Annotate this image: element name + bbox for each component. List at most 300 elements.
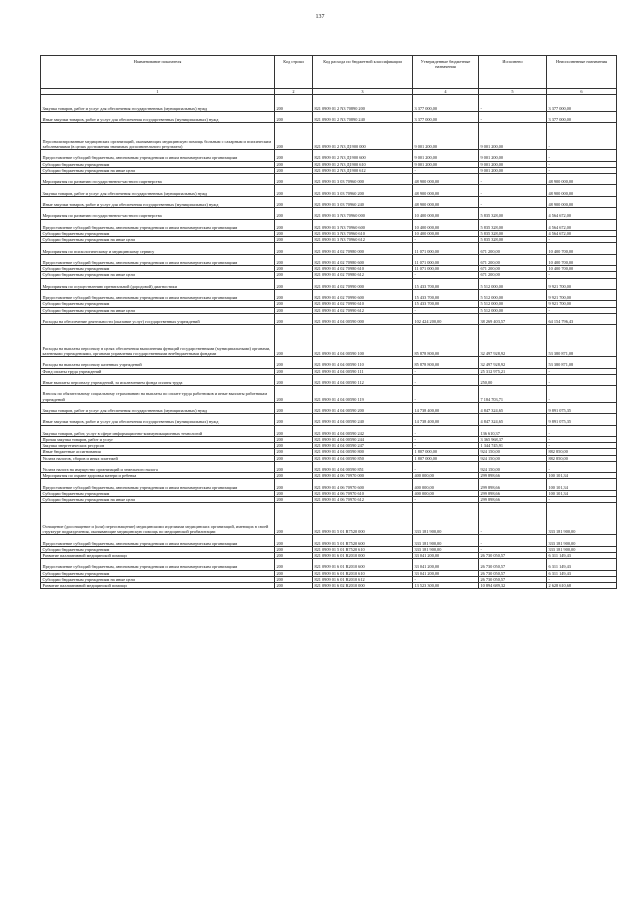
row-approved-cell: 3 377 000,00: [413, 95, 479, 112]
row-name-cell: Закупка товаров, работ и услуг для обеспечения государственных (муниципальных) нужд: [41, 95, 275, 112]
row-approved-cell: -: [413, 272, 479, 278]
row-name-cell: Субсидии бюджетным учреждениям: [41, 490, 275, 496]
table-row: [41, 123, 617, 150]
row-approved-cell: 11 071 000,00: [413, 254, 479, 265]
row-budget-code-cell: 821 0909 01 4 04 00590 200: [313, 402, 413, 413]
row-approved-cell: -: [413, 386, 479, 403]
row-unexecuted-cell: -: [547, 425, 617, 436]
row-line-code-cell: 200: [275, 479, 313, 490]
row-name-cell: Субсидии бюджетным учреждениям: [41, 570, 275, 576]
row-line-code-cell: 200: [275, 553, 313, 559]
row-approved-cell: 48 900 000,00: [413, 196, 479, 207]
row-line-code-cell: 200: [275, 272, 313, 278]
row-budget-code-cell: 821 0909 01 3 N3 70960 612: [313, 237, 413, 243]
row-budget-code-cell: 821 0909 01 4 02 70990 000: [313, 278, 413, 289]
row-name-cell: Мероприятия по развитию государственно-частного партнерства: [41, 173, 275, 184]
row-executed-cell: 5 512 000,00: [479, 301, 547, 307]
row-executed-cell: -: [479, 111, 547, 122]
table-row: [41, 425, 617, 436]
table-row: [41, 479, 617, 490]
row-name-cell: Иные закупки товаров, работ и услуг для обеспечения государственных (муниципальных) нужд: [41, 196, 275, 207]
row-unexecuted-cell: 333 181 900,00: [547, 503, 617, 535]
row-unexecuted-cell: 9 891 075,35: [547, 402, 617, 413]
row-unexecuted-cell: 53 380 871,08: [547, 357, 617, 368]
header-name: Наименование показателя: [41, 56, 275, 89]
row-executed-cell: -: [479, 503, 547, 535]
row-name-cell: Субсидии бюджетным учреждениям: [41, 301, 275, 307]
row-budget-code-cell: 821 0909 01 4 04 00590 100: [313, 325, 413, 357]
row-approved-cell: -: [413, 374, 479, 385]
row-approved-cell: 13 523 300,00: [413, 583, 479, 589]
row-name-cell: Расходы на выплаты персоналу казенных учреждений: [41, 357, 275, 368]
row-executed-cell: -: [479, 546, 547, 552]
row-line-code-cell: 200: [275, 111, 313, 122]
row-unexecuted-cell: 333 181 900,00: [547, 546, 617, 552]
row-budget-code-cell: 821 0909 01 5 01 R7520 000: [313, 503, 413, 535]
table-body: [41, 95, 617, 589]
row-approved-cell: 48 900 000,00: [413, 173, 479, 184]
row-approved-cell: 85 878 800,00: [413, 357, 479, 368]
row-approved-cell: -: [413, 425, 479, 436]
row-unexecuted-cell: 100 101,34: [547, 490, 617, 496]
table-row: [41, 185, 617, 196]
row-line-code-cell: 200: [275, 437, 313, 443]
table-row: [41, 503, 617, 535]
row-unexecuted-cell: 4 564 672,00: [547, 208, 617, 219]
row-line-code-cell: 200: [275, 230, 313, 236]
row-line-code-cell: 200: [275, 425, 313, 436]
row-name-cell: Предоставление субсидий бюджетным, автономным учреждениям и иным некоммерческим организациям: [41, 535, 275, 546]
row-budget-code-cell: 821 0909 01 4 04 00590 800: [313, 449, 413, 455]
row-executed-cell: 26 730 050,57: [479, 570, 547, 576]
row-executed-cell: 1 344 745,91: [479, 443, 547, 449]
row-budget-code-cell: 821 0909 01 3 N3 70960 600: [313, 219, 413, 230]
row-unexecuted-cell: 9 891 075,35: [547, 414, 617, 425]
row-executed-cell: 671 200,00: [479, 266, 547, 272]
row-unexecuted-cell: 4 564 672,00: [547, 219, 617, 230]
row-unexecuted-cell: -: [547, 272, 617, 278]
row-unexecuted-cell: 3 377 000,00: [547, 95, 617, 112]
row-budget-code-cell: 821 0909 01 4 02 70990 612: [313, 307, 413, 313]
row-name-cell: Предоставление субсидий бюджетным, автономным учреждениям и иным некоммерческим организациям: [41, 254, 275, 265]
row-executed-cell: -: [479, 95, 547, 112]
row-approved-cell: 102 424 200,00: [413, 313, 479, 324]
row-unexecuted-cell: 9 921 700,00: [547, 278, 617, 289]
row-name-cell: Предоставление субсидий бюджетным, автономным учреждениям и иным некоммерческим организациям: [41, 559, 275, 570]
header-line-code: Код строки: [275, 56, 313, 89]
row-unexecuted-cell: 10 400 700,00: [547, 254, 617, 265]
row-unexecuted-cell: -: [547, 307, 617, 313]
table-row: [41, 414, 617, 425]
row-unexecuted-cell: 48 900 000,00: [547, 185, 617, 196]
table-row: [41, 374, 617, 385]
row-name-cell: Иные закупки товаров, работ и услуг для обеспечения государственных (муниципальных) нужд: [41, 414, 275, 425]
row-budget-code-cell: 821 0909 01 2 N3 70890 200: [313, 95, 413, 112]
row-line-code-cell: 200: [275, 497, 313, 503]
row-unexecuted-cell: -: [547, 443, 617, 449]
row-name-cell: Развитие паллиативной медицинской помощи: [41, 553, 275, 559]
row-name-cell: Субсидии бюджетным учреждениям на иные цели: [41, 497, 275, 503]
row-executed-cell: 671 200,00: [479, 243, 547, 254]
row-executed-cell: 4 847 324,65: [479, 414, 547, 425]
row-approved-cell: 400 000,00: [413, 479, 479, 490]
row-name-cell: Субсидии бюджетным учреждениям: [41, 546, 275, 552]
row-unexecuted-cell: 2 628 610,68: [547, 583, 617, 589]
table-row: [41, 313, 617, 324]
header-executed: Исполнено: [479, 56, 547, 89]
row-unexecuted-cell: 53 380 871,08: [547, 325, 617, 357]
row-name-cell: Уплата налогов, сборов и иных платежей: [41, 455, 275, 461]
row-unexecuted-cell: 10 400 700,00: [547, 243, 617, 254]
row-name-cell: Предоставление субсидий бюджетным, автономным учреждениям и иным некоммерческим организациям: [41, 150, 275, 161]
row-approved-cell: 11 071 000,00: [413, 266, 479, 272]
row-executed-cell: 26 730 050,57: [479, 559, 547, 570]
row-budget-code-cell: 821 0909 01 2 N3 70890 240: [313, 111, 413, 122]
row-budget-code-cell: 821 0909 01 3 N3 70960 610: [313, 230, 413, 236]
row-executed-cell: 924 150,00: [479, 449, 547, 455]
row-executed-cell: 9 001 200,00: [479, 161, 547, 167]
row-unexecuted-cell: 10 400 700,00: [547, 266, 617, 272]
row-approved-cell: 11 071 000,00: [413, 243, 479, 254]
row-approved-cell: 10 400 000,00: [413, 219, 479, 230]
table-row: [41, 111, 617, 122]
row-name-cell: Предоставление субсидий бюджетным, автономным учреждениям и иным некоммерческим организациям: [41, 289, 275, 300]
row-budget-code-cell: 821 0909 01 5 01 R7520 610: [313, 546, 413, 552]
row-approved-cell: 15 433 700,00: [413, 278, 479, 289]
row-name-cell: Расходы на выплаты персоналу в целях обеспечения выполнения функций государственными (муниципальными) органами, казенными учреждениями, органами управления государственными внебюджетными фондами: [41, 325, 275, 357]
row-line-code-cell: 200: [275, 461, 313, 472]
row-executed-cell: 9 001 200,00: [479, 123, 547, 150]
row-name-cell: Закупка товаров, работ и услуг для обеспечения государственных (муниципальных) нужд: [41, 402, 275, 413]
row-approved-cell: 10 400 000,00: [413, 208, 479, 219]
row-unexecuted-cell: -: [547, 461, 617, 472]
row-line-code-cell: 200: [275, 570, 313, 576]
row-unexecuted-cell: -: [547, 368, 617, 374]
row-budget-code-cell: 821 0909 01 4 04 00590 850: [313, 455, 413, 461]
row-approved-cell: -: [413, 307, 479, 313]
row-executed-cell: 136 610,37: [479, 425, 547, 436]
table-row: [41, 289, 617, 300]
row-name-cell: Субсидии бюджетным учреждениям на иные цели: [41, 307, 275, 313]
row-executed-cell: 924 150,00: [479, 455, 547, 461]
row-line-code-cell: 200: [275, 185, 313, 196]
row-name-cell: Иные закупки товаров, работ и услуг для обеспечения государственных (муниципальных) нужд: [41, 111, 275, 122]
row-line-code-cell: 200: [275, 307, 313, 313]
row-name-cell: Субсидии бюджетным учреждениям на иные цели: [41, 576, 275, 582]
row-approved-cell: 9 001 200,00: [413, 123, 479, 150]
row-budget-code-cell: 821 0909 01 4 02 70980 610: [313, 266, 413, 272]
row-budget-code-cell: 821 0909 01 6 02 R2010 000: [313, 583, 413, 589]
table-row: [41, 535, 617, 546]
row-line-code-cell: 200: [275, 374, 313, 385]
row-line-code-cell: 200: [275, 167, 313, 173]
row-approved-cell: -: [413, 497, 479, 503]
row-line-code-cell: 200: [275, 455, 313, 461]
row-line-code-cell: 200: [275, 150, 313, 161]
row-executed-cell: -: [479, 196, 547, 207]
row-budget-code-cell: 821 0909 01 3 N3 70960 000: [313, 208, 413, 219]
page-number: 137: [315, 14, 325, 20]
row-executed-cell: 26 730 050,57: [479, 553, 547, 559]
row-name-cell: Прочая закупка товаров, работ и услуг: [41, 437, 275, 443]
table-row: [41, 357, 617, 368]
row-budget-code-cell: 821 0909 01 3 03 70960 000: [313, 173, 413, 184]
row-line-code-cell: 200: [275, 357, 313, 368]
row-executed-cell: -: [479, 535, 547, 546]
row-name-cell: Оснащение (дооснащение и (или) переоснащение) медицинскими изделиями медицинских организаций, имеющих в своей структуре подразделения, оказывающие медицинскую помощь по медицинской реабилитации: [41, 503, 275, 535]
row-line-code-cell: 200: [275, 278, 313, 289]
row-name-cell: Мероприятия по развитию государственно-частного партнерства: [41, 208, 275, 219]
row-name-cell: Иные выплаты персоналу учреждений, за исключением фонда оплаты труда: [41, 374, 275, 385]
row-approved-cell: -: [413, 167, 479, 173]
row-approved-cell: 400 000,00: [413, 473, 479, 479]
row-line-code-cell: 200: [275, 443, 313, 449]
row-budget-code-cell: 821 0909 01 4 04 00590 247: [313, 443, 413, 449]
row-budget-code-cell: 821 0909 01 5 01 R7520 600: [313, 535, 413, 546]
row-approved-cell: 400 000,00: [413, 490, 479, 496]
row-unexecuted-cell: 882 850,00: [547, 455, 617, 461]
row-unexecuted-cell: 9 921 700,00: [547, 289, 617, 300]
header-unexecuted: Неисполненные назначения: [547, 56, 617, 89]
row-unexecuted-cell: 882 850,00: [547, 449, 617, 455]
row-line-code-cell: 200: [275, 289, 313, 300]
row-line-code-cell: 200: [275, 95, 313, 112]
column-number: 6: [547, 89, 617, 95]
row-approved-cell: 3 377 000,00: [413, 111, 479, 122]
row-line-code-cell: 200: [275, 386, 313, 403]
row-line-code-cell: 200: [275, 490, 313, 496]
row-line-code-cell: 200: [275, 559, 313, 570]
row-budget-code-cell: 821 0909 01 2 N3 Д1900 612: [313, 167, 413, 173]
row-approved-cell: -: [413, 237, 479, 243]
table-row: [41, 95, 617, 112]
row-executed-cell: 38 269 403,57: [479, 313, 547, 324]
row-budget-code-cell: 821 0909 01 4 06 70970 610: [313, 490, 413, 496]
row-budget-code-cell: 821 0909 01 4 02 70980 612: [313, 272, 413, 278]
row-name-cell: Мероприятия по охране здоровья матери и ребенка: [41, 473, 275, 479]
table-row: [41, 402, 617, 413]
row-approved-cell: 14 738 400,00: [413, 414, 479, 425]
row-line-code-cell: 200: [275, 254, 313, 265]
row-budget-code-cell: 821 0909 01 4 04 00590 851: [313, 461, 413, 472]
row-approved-cell: 33 041 200,00: [413, 559, 479, 570]
row-line-code-cell: 200: [275, 414, 313, 425]
row-budget-code-cell: 821 0909 01 4 06 70970 000: [313, 473, 413, 479]
row-budget-code-cell: 821 0909 01 4 04 00590 119: [313, 386, 413, 403]
header-budget-code: Код расхода по бюджетной классификации: [313, 56, 413, 89]
row-unexecuted-cell: 6 311 149,43: [547, 553, 617, 559]
row-approved-cell: 48 900 000,00: [413, 185, 479, 196]
row-executed-cell: 671 200,00: [479, 272, 547, 278]
row-name-cell: Закупка товаров, работ и услуг для обеспечения государственных (муниципальных) нужд: [41, 185, 275, 196]
row-unexecuted-cell: 100 101,34: [547, 479, 617, 490]
row-executed-cell: 299 898,66: [479, 473, 547, 479]
row-name-cell: Расходы на обеспечение деятельности (оказание услуг) государственных учреждений: [41, 313, 275, 324]
row-executed-cell: 25 312 975,21: [479, 368, 547, 374]
column-number: 2: [275, 89, 313, 95]
row-line-code-cell: 200: [275, 313, 313, 324]
row-executed-cell: 5 835 328,00: [479, 208, 547, 219]
row-budget-code-cell: 821 0909 01 4 04 00590 111: [313, 368, 413, 374]
row-line-code-cell: 200: [275, 301, 313, 307]
row-executed-cell: 5 835 328,00: [479, 219, 547, 230]
row-executed-cell: -: [479, 173, 547, 184]
row-executed-cell: 5 835 328,00: [479, 237, 547, 243]
row-unexecuted-cell: 333 181 900,00: [547, 535, 617, 546]
row-budget-code-cell: 821 0909 01 2 N3 Д1900 610: [313, 161, 413, 167]
row-name-cell: Взносы по обязательному социальному страхованию на выплаты по оплате труда работников и иные выплаты работникам учреждений: [41, 386, 275, 403]
table-row: [41, 278, 617, 289]
row-unexecuted-cell: 6 311 149,43: [547, 559, 617, 570]
row-name-cell: Мероприятия по осуществлению пренатальной (дородовой) диагностики: [41, 278, 275, 289]
row-unexecuted-cell: 100 101,34: [547, 473, 617, 479]
row-unexecuted-cell: -: [547, 123, 617, 150]
row-name-cell: Субсидии бюджетным учреждениям на иные цели: [41, 272, 275, 278]
row-line-code-cell: 200: [275, 196, 313, 207]
row-executed-cell: 7 184 703,71: [479, 386, 547, 403]
row-budget-code-cell: 821 0909 01 4 04 00590 244: [313, 437, 413, 443]
row-approved-cell: 14 738 400,00: [413, 402, 479, 413]
row-approved-cell: -: [413, 437, 479, 443]
row-approved-cell: 333 181 900,00: [413, 503, 479, 535]
row-executed-cell: 9 001 200,00: [479, 167, 547, 173]
column-number: 1: [41, 89, 275, 95]
row-unexecuted-cell: 48 900 000,00: [547, 196, 617, 207]
row-name-cell: Предоставление субсидий бюджетным, автономным учреждениям и иным некоммерческим организациям: [41, 219, 275, 230]
row-unexecuted-cell: 3 377 000,00: [547, 111, 617, 122]
table-row: [41, 583, 617, 589]
row-approved-cell: -: [413, 576, 479, 582]
row-name-cell: Субсидии бюджетным учреждениям: [41, 230, 275, 236]
row-name-cell: Субсидии бюджетным учреждениям на иные цели: [41, 167, 275, 173]
row-line-code-cell: 200: [275, 583, 313, 589]
row-executed-cell: 32 497 928,92: [479, 357, 547, 368]
row-executed-cell: 26 730 050,57: [479, 576, 547, 582]
row-line-code-cell: 200: [275, 208, 313, 219]
row-unexecuted-cell: 9 921 700,00: [547, 301, 617, 307]
table-row: [41, 208, 617, 219]
row-name-cell: Субсидии бюджетным учреждениям: [41, 266, 275, 272]
row-budget-code-cell: 821 0909 01 4 02 70980 600: [313, 254, 413, 265]
table-row: [41, 559, 617, 570]
row-budget-code-cell: 821 0909 01 4 02 70980 000: [313, 243, 413, 254]
row-approved-cell: 85 878 800,00: [413, 325, 479, 357]
row-unexecuted-cell: -: [547, 374, 617, 385]
row-name-cell: Иные бюджетные ассигнования: [41, 449, 275, 455]
row-approved-cell: 33 041 200,00: [413, 570, 479, 576]
row-line-code-cell: 200: [275, 546, 313, 552]
column-number: 3: [313, 89, 413, 95]
row-budget-code-cell: 821 0909 01 4 04 00590 112: [313, 374, 413, 385]
row-approved-cell: 1 807 000,00: [413, 455, 479, 461]
table-row: [41, 386, 617, 403]
row-approved-cell: -: [413, 461, 479, 472]
row-name-cell: Субсидии бюджетным учреждениям на иные цели: [41, 237, 275, 243]
row-line-code-cell: 200: [275, 266, 313, 272]
row-executed-cell: 10 894 689,32: [479, 583, 547, 589]
row-budget-code-cell: 821 0909 01 2 N3 Д1900 000: [313, 123, 413, 150]
row-name-cell: Закупка товаров, работ, услуг в сфере информационно-коммуникационных технологий: [41, 425, 275, 436]
header-row: [41, 56, 617, 89]
table-row: [41, 150, 617, 161]
table-row: [41, 173, 617, 184]
row-executed-cell: 299 898,66: [479, 497, 547, 503]
row-line-code-cell: 200: [275, 368, 313, 374]
row-unexecuted-cell: -: [547, 150, 617, 161]
row-line-code-cell: 200: [275, 237, 313, 243]
row-budget-code-cell: 821 0909 01 4 02 70990 610: [313, 301, 413, 307]
row-approved-cell: 333 181 900,00: [413, 535, 479, 546]
table-row: [41, 254, 617, 265]
row-unexecuted-cell: 4 564 672,00: [547, 230, 617, 236]
row-line-code-cell: 200: [275, 503, 313, 535]
row-budget-code-cell: 821 0909 01 6 01 R2010 600: [313, 559, 413, 570]
row-unexecuted-cell: 64 154 796,43: [547, 313, 617, 324]
header-approved: Утвержденные бюджетные назначения: [413, 56, 479, 89]
row-unexecuted-cell: 6 311 149,43: [547, 570, 617, 576]
row-executed-cell: 4 847 324,65: [479, 402, 547, 413]
row-executed-cell: 9 001 200,00: [479, 150, 547, 161]
row-name-cell: Закупка энергетических ресурсов: [41, 443, 275, 449]
row-name-cell: Персонализированные медицинских организаций, оказывающих медицинскую помощь больным с сахарным и психическим заболеваниями (в целях достижения значимых дополнительного результата): [41, 123, 275, 150]
row-approved-cell: 1 807 000,00: [413, 449, 479, 455]
row-line-code-cell: 200: [275, 173, 313, 184]
row-line-code-cell: 200: [275, 123, 313, 150]
row-line-code-cell: 200: [275, 576, 313, 582]
row-executed-cell: 924 150,00: [479, 461, 547, 472]
row-unexecuted-cell: -: [547, 497, 617, 503]
row-approved-cell: 15 433 700,00: [413, 301, 479, 307]
budget-table: [40, 55, 617, 589]
row-line-code-cell: 200: [275, 325, 313, 357]
row-budget-code-cell: 821 0909 01 6 01 R2010 610: [313, 570, 413, 576]
row-approved-cell: 9 001 200,00: [413, 150, 479, 161]
row-unexecuted-cell: 48 900 000,00: [547, 173, 617, 184]
row-approved-cell: -: [413, 443, 479, 449]
row-approved-cell: 333 181 900,00: [413, 546, 479, 552]
row-budget-code-cell: 821 0909 01 3 03 70960 200: [313, 185, 413, 196]
row-approved-cell: 9 001 200,00: [413, 161, 479, 167]
row-line-code-cell: 200: [275, 243, 313, 254]
row-unexecuted-cell: -: [547, 167, 617, 173]
row-name-cell: Предоставление субсидий бюджетным, автономным учреждениям и иным некоммерческим организациям: [41, 479, 275, 490]
column-number: 4: [413, 89, 479, 95]
row-executed-cell: 250,00: [479, 374, 547, 385]
row-executed-cell: 299 898,66: [479, 490, 547, 496]
row-name-cell: Уплата налога на имущество организаций и земельного налога: [41, 461, 275, 472]
row-unexecuted-cell: -: [547, 437, 617, 443]
table-row: [41, 243, 617, 254]
row-budget-code-cell: 821 0909 01 6 01 R2010 612: [313, 576, 413, 582]
row-executed-cell: 5 512 000,00: [479, 278, 547, 289]
row-budget-code-cell: 821 0909 01 4 06 70970 612: [313, 497, 413, 503]
row-line-code-cell: 200: [275, 535, 313, 546]
row-line-code-cell: 200: [275, 473, 313, 479]
row-name-cell: Фонд оплаты труда учреждений: [41, 368, 275, 374]
row-budget-code-cell: 821 0909 01 4 04 00590 242: [313, 425, 413, 436]
row-executed-cell: 5 835 328,00: [479, 230, 547, 236]
row-line-code-cell: 200: [275, 219, 313, 230]
row-executed-cell: 32 497 928,92: [479, 325, 547, 357]
row-unexecuted-cell: -: [547, 386, 617, 403]
row-budget-code-cell: 821 0909 01 4 06 70970 600: [313, 479, 413, 490]
row-approved-cell: -: [413, 368, 479, 374]
row-executed-cell: 671 200,00: [479, 254, 547, 265]
row-name-cell: Мероприятия по психологическому и медицинскому сервису: [41, 243, 275, 254]
row-line-code-cell: 200: [275, 161, 313, 167]
row-unexecuted-cell: -: [547, 237, 617, 243]
row-approved-cell: 15 433 700,00: [413, 289, 479, 300]
